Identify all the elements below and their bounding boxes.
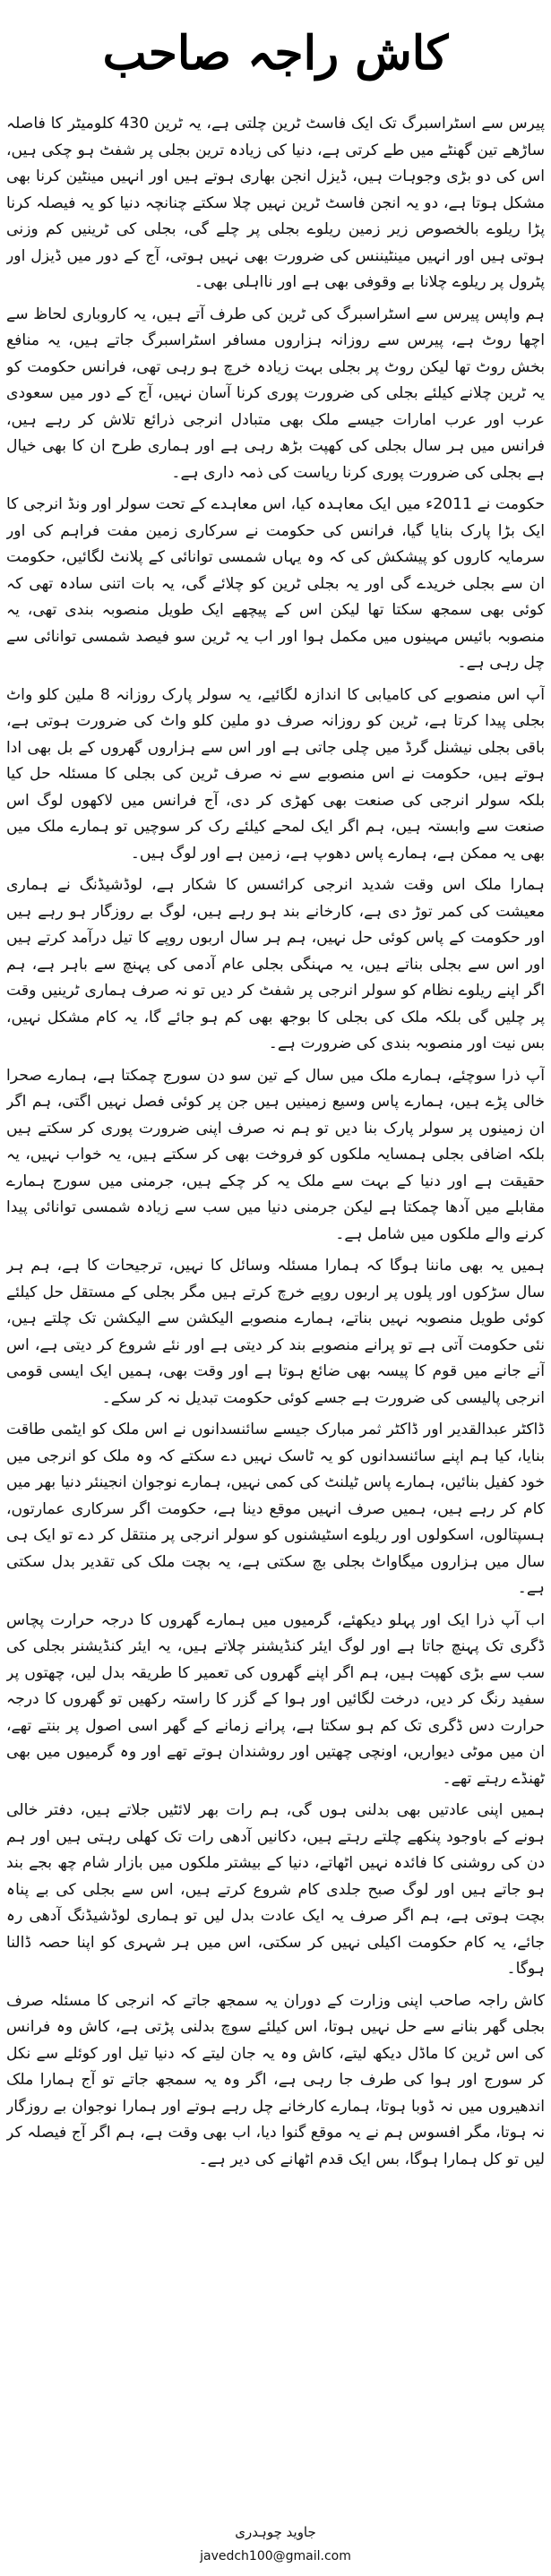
headline	[0, 0, 551, 106]
article-title: کاش راجہ صاحب	[102, 25, 449, 81]
article-paragraph: ہمارا ملک اس وقت شدید انرجی کرائسس کا شکار ہے، لوڈشیڈنگ نے ہماری معیشت کی کمر توڑ دی ہے، کارخانے بند ہو رہے ہیں، لوگ بے روزگار ہو رہے ہیں اور حکومت کے پاس کوئی حل نہیں، ہم ہر سال اربوں روپے کا تیل درآمد کرتے ہیں اور اس سے بجلی بناتے ہیں، یہ مہنگی بجلی عام آدمی کی پہنچ سے باہر ہے، ہم اگر اپنے ریلوے نظام کو سولر انرجی پر شفٹ کر دیں تو نہ صرف ہماری ٹرینیں وقت پر چلیں گی بلکہ ملک کی بجلی کا بوجھ بھی کم ہو جائے گا، یہ کام مشکل نہیں، بس نیت اور منصوبہ بندی کی ضرورت ہے۔	[6, 876, 545, 1052]
article-body	[6, 111, 545, 2477]
article-paragraph: آپ اس منصوبے کی کامیابی کا اندازہ لگائیے، یہ سولر پارک روزانہ 8 ملین کلو واٹ بجلی پیدا کرتا ہے، ٹرین کو روزانہ صرف دو ملین کلو واٹ کی ضرورت ہوتی ہے، باقی بجلی نیشنل گرڈ میں چلی جاتی ہے اور اس سے ہزاروں گھروں کے بل بھی ادا ہوتے ہیں، حکومت نے اس منصوبے سے نہ صرف ٹرین کی بجلی کا مسئلہ حل کیا بلکہ سولر انرجی کی صنعت بھی کھڑی کر دی، آج فرانس میں لاکھوں لوگ اس صنعت سے وابستہ ہیں، ہم اگر ایک لمحے کیلئے رک کر سوچیں تو ہمارے ملک میں بھی یہ ممکن ہے، ہمارے پاس دھوپ ہے، زمین ہے اور لوگ ہیں۔	[6, 685, 545, 863]
author-name: جاوید چوہدری	[235, 2524, 316, 2540]
article-paragraph: پیرس سے اسٹراسبرگ تک ایک فاسٹ ٹرین چلتی ہے، یہ ٹرین 430 کلومیٹر کا فاصلہ ساڑھے تین گھنٹے میں طے کرتی ہے، دنیا کی زیادہ ترین بجلی پر شفٹ ہو چکی ہیں، اس کی دو بڑی وجوہات ہیں، ڈیزل انجن بھاری ہوتے ہیں اور انہیں مینٹین کرنا بھی مشکل ہوتا ہے، دو یہ انجن فاسٹ ٹرین نہیں چلا سکتے چنانچہ دنیا کو یہ فیصلہ کرنا پڑا ریلوے بالخصوص زیر زمین ریلوے بجلی پر چلے گی، بجلی کی ٹرینیں کم وزنی ہوتی ہیں اور انہیں مینٹیننس کی ضرورت بھی نہیں ہوتی، آج کے دور میں ڈیزل اور پٹرول پر ریلوے چلانا بے وقوفی بھی ہے اور نااہلی بھی۔	[6, 115, 545, 291]
article-paragraph: آپ ذرا سوچئے، ہمارے ملک میں سال کے تین سو دن سورج چمکتا ہے، ہمارے صحرا خالی پڑے ہیں، ہمارے پاس وسیع زمینیں ہیں جن پر کوئی فصل نہیں اگتی، ہم اگر ان زمینوں پر سولر پارک بنا دیں تو ہم نہ صرف اپنی ضرورت پوری کر سکتے ہیں بلکہ اضافی بجلی ہمسایہ ملکوں کو فروخت بھی کر سکتے ہیں، یہ خواب نہیں، یہ حقیقت ہے اور دنیا کے بہت سے ملک یہ کر چکے ہیں، جرمنی میں سورج ہمارے مقابلے میں آدھا چمکتا ہے لیکن جرمنی دنیا میں سب سے زیادہ شمسی توانائی پیدا کرنے والے ملکوں میں شامل ہے۔	[6, 1066, 545, 1243]
article-paragraph: ہمیں اپنی عادتیں بھی بدلنی ہوں گی، ہم رات بھر لائٹیں جلاتے ہیں، دفتر خالی ہونے کے باوجود پنکھے چلتے رہتے ہیں، دکانیں آدھی رات تک کھلی رہتی ہیں اور ہم دن کی روشنی کا فائدہ نہیں اٹھاتے، دنیا کے بیشتر ملکوں میں بازار شام چھ بجے بند ہو جاتے ہیں اور لوگ صبح جلدی کام شروع کرتے ہیں، اس سے بجلی کی بے پناہ بچت ہوتی ہے، ہم اگر صرف یہ ایک عادت بدل لیں تو ہماری لوڈشیڈنگ آدھی رہ جائے، یہ کام حکومت اکیلی نہیں کر سکتی، اس میں ہر شہری کو اپنا حصہ ڈالنا ہوگا۔	[6, 1801, 545, 1978]
article-paragraph: اب آپ ذرا ایک اور پہلو دیکھئے، گرمیوں میں ہمارے گھروں کا درجہ حرارت پچاس ڈگری تک پہنچ جاتا ہے اور لوگ ایئر کنڈیشنر چلاتے ہیں، یہ ایئر کنڈیشنر بجلی کی سب سے بڑی کھپت ہیں، ہم اگر اپنے گھروں کی تعمیر کا طریقہ بدل لیں، چھتوں پر سفید رنگ کر دیں، درخت لگائیں اور ہوا کے گزر کا راستہ رکھیں تو گھروں کا درجہ حرارت دس ڈگری تک کم ہو سکتا ہے، پرانے زمانے کے گھر اسی اصول پر بنتے تھے، ان میں موٹی دیواریں، اونچی چھتیں اور روشندان ہوتے تھے اور وہ گرمیوں میں بھی ٹھنڈے رہتے تھے۔	[6, 1610, 545, 1788]
author-email[interactable]: javedch100@gmail.com	[200, 2549, 351, 2563]
article-paragraph: ہمیں یہ بھی ماننا ہوگا کہ ہمارا مسئلہ وسائل کا نہیں، ترجیحات کا ہے، ہم ہر سال سڑکوں اور پلوں پر اربوں روپے خرچ کرتے ہیں مگر بجلی کے مستقل حل کیلئے کوئی طویل منصوبہ نہیں بناتے، ہمارے منصوبے الیکشن سے الیکشن تک چلتے ہیں، نئی حکومت آتی ہے تو پرانے منصوبے بند کر دیتی ہے اور نئے شروع کر دیتی ہے، اس آنے جانے میں قوم کا پیسہ بھی ضائع ہوتا ہے اور وقت بھی، ہمیں ایک ایسی قومی انرجی پالیسی کی ضرورت ہے جسے کوئی حکومت تبدیل نہ کر سکے۔	[6, 1257, 545, 1407]
article-paragraph: ڈاکٹر عبدالقدیر اور ڈاکٹر ثمر مبارک جیسے سائنسدانوں نے اس ملک کو ایٹمی طاقت بنایا، کیا ہم اپنے سائنسدانوں کو یہ ٹاسک نہیں دے سکتے کہ وہ ملک کو انرجی میں خود کفیل بنائیں، ہمارے پاس ٹیلنٹ کی کمی نہیں، ہمارے نوجوان انجینئر دنیا بھر میں کام کر رہے ہیں، ہمیں صرف انہیں موقع دینا ہے، حکومت اگر سرکاری عمارتوں، ہسپتالوں، اسکولوں اور ریلوے اسٹیشنوں کو سولر انرجی پر منتقل کر دے تو ایک ہی سال میں ہزاروں میگاواٹ بجلی بچ سکتی ہے، یہ بچت ملک کی تقدیر بدل سکتی ہے۔	[6, 1421, 545, 1597]
article-paragraph: کاش راجہ صاحب اپنی وزارت کے دوران یہ سمجھ جاتے کہ انرجی کا مسئلہ صرف بجلی گھر بنانے سے حل نہیں ہوتا، اس کیلئے سوچ بدلنی پڑتی ہے، کاش وہ فرانس کی اس ٹرین کا ماڈل دیکھ لیتے، کاش وہ یہ جان لیتے کہ دنیا تیل اور کوئلے سے نکل کر سورج اور ہوا کی طرف جا رہی ہے، اگر وہ یہ سمجھ جاتے تو آج ہمارا ملک اندھیروں میں نہ ڈوبا ہوتا، ہمارے کارخانے چل رہے ہوتے اور ہمارا نوجوان بے روزگار نہ ہوتا، مگر افسوس ہم نے یہ موقع گنوا دیا، اب بھی وقت ہے، ہم اگر آج فیصلہ کر لیں تو کل ہمارا ہوگا، بس ایک قدم اٹھانے کی دیر ہے۔	[6, 1991, 545, 2168]
article-paragraph: ہم واپس پیرس سے اسٹراسبرگ کی ٹرین کی طرف آتے ہیں، یہ کاروباری لحاظ سے اچھا روٹ ہے، پیرس سے روزانہ ہزاروں مسافر اسٹراسبرگ جاتے ہیں، یہ منافع بخش روٹ تھا لیکن روٹ پر بجلی بہت زیادہ خرچ ہو رہی تھی، فرانس حکومت کو یہ ٹرین چلانے کیلئے بجلی کی ضرورت پوری کرنا آسان نہیں، آج کے دور میں سعودی عرب اور عرب امارات جیسے ملک بھی متبادل انرجی ذرائع تلاش کر رہے ہیں، فرانس میں ہر سال بجلی کی کھپت بڑھ رہی ہے اور ہماری طرح ان کا بھی خیال ہے بجلی کی ضرورت پوری کرنا ریاست کی ذمہ داری ہے۔	[6, 305, 545, 482]
article-paragraph: حکومت نے 2011ء میں ایک معاہدہ کیا، اس معاہدے کے تحت سولر اور ونڈ انرجی کا ایک بڑا پارک بنایا گیا، فرانس کی حکومت نے سرکاری زمین مفت فراہم کی اور سرمایہ کاروں کو پیشکش کی کہ وہ یہاں شمسی توانائی کے پلانٹ لگائیں، حکومت ان سے بجلی خریدے گی اور یہ بجلی ٹرین کو چلائے گی، یہ بات اتنی سادہ تھی کہ کوئی بھی سمجھ سکتا تھا لیکن اس کے پیچھے ایک طویل منصوبہ بندی تھی، یہ منصوبہ بائیس مہینوں میں مکمل ہوا اور اب یہ ٹرین سو فیصد شمسی توانائی سے چل رہی ہے۔	[6, 495, 545, 672]
